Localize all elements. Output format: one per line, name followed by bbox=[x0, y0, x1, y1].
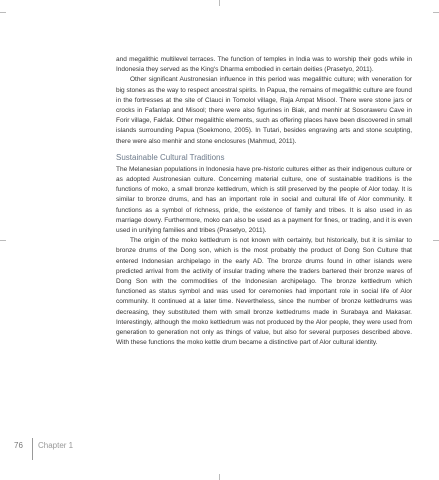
section-heading: Sustainable Cultural Traditions bbox=[116, 152, 225, 162]
page-footer bbox=[0, 438, 439, 460]
page-number: 76 bbox=[14, 441, 23, 450]
crop-mark bbox=[0, 240, 6, 241]
chapter-label: Chapter 1 bbox=[38, 441, 74, 450]
crop-mark bbox=[219, 0, 220, 6]
paragraph: The origin of the moko kettledrum is not known with certainty, but historically, but it is similar to bronze drums of the Dong son, which is the most probably the product of Dong Son Culture that entered Indonesian archipelago in the early AD. The bronze drums found in other islands were predicted arrival from the activity of insular trading where the traders bartered their bronze wares of Dong Son with the commodities of the Indonesian archipelago. The bronze kettledrum which functioned as status symbol and was used for ceremonies had important role in social life of Alor community. It continued at a later time. Nevertheless, since the number of bronze kettledrums was decreasing, they substituted them with small bronze kettledrums made in Surabaya and Makasar. Interestingly, although the moko kettledrum was not produced by the Alor people, they were used from generation to generation not only as things of value, but also for several purposes described above. With these functions the moko kettle drum became a distinctive part of Alor cultural identity. bbox=[116, 237, 412, 347]
page-body bbox=[116, 55, 412, 348]
footer-divider bbox=[32, 438, 33, 460]
paragraph: The Melanesian populations in Indonesia have pre-historic cultures either as their indigenous culture or as adopted Austronesian culture. Concerning material culture, one of sustainable traditions is the functions of moko, a small bronze kettledrum, which is still preserved by the people of Alor today. It is similar to bronze drums, and has an important role in social and cultural life of Alor community. It functions as a symbol of richness, pride, the existence of family and tribes. It is also used in as marriage dowry. Furthermore, moko can also be used as a payment for fines, or trading, and it is even used in unifying families and tribes (Prasetyo, 2011). bbox=[116, 165, 412, 235]
crop-mark bbox=[219, 474, 220, 480]
paragraph: and megalithic multilevel terraces. The function of temples in India was to worship their gods while in Indonesia they served as the King's Dharma embodied in certain deities (Prasetyo, 2011). bbox=[116, 56, 412, 74]
crop-mark bbox=[0, 12, 6, 13]
crop-mark bbox=[433, 12, 439, 13]
crop-mark bbox=[433, 240, 439, 241]
paragraph: Other significant Austronesian influence in this period was megalithic culture; with veneration for big stones as the way to respect ancestral spirits. In Papua, the remains of megalithic culture are found in the fortresses at the site of Clauci in Tomolol village, Raja Ampat Misool. There were stone jars or crocks in Fafanlap and Misool; there were also figurines in Biak, and menhir at Sosoraweru Cave in Forir village, Fakfak. Other megalithic elements, such as offering places have been discovered in small islands surrounding Papua (Soekmono, 2005). In Tutari, besides engraving arts and stone sculpting, there were also menhir and stone enclosures (Mahmud, 2011). bbox=[116, 76, 412, 145]
